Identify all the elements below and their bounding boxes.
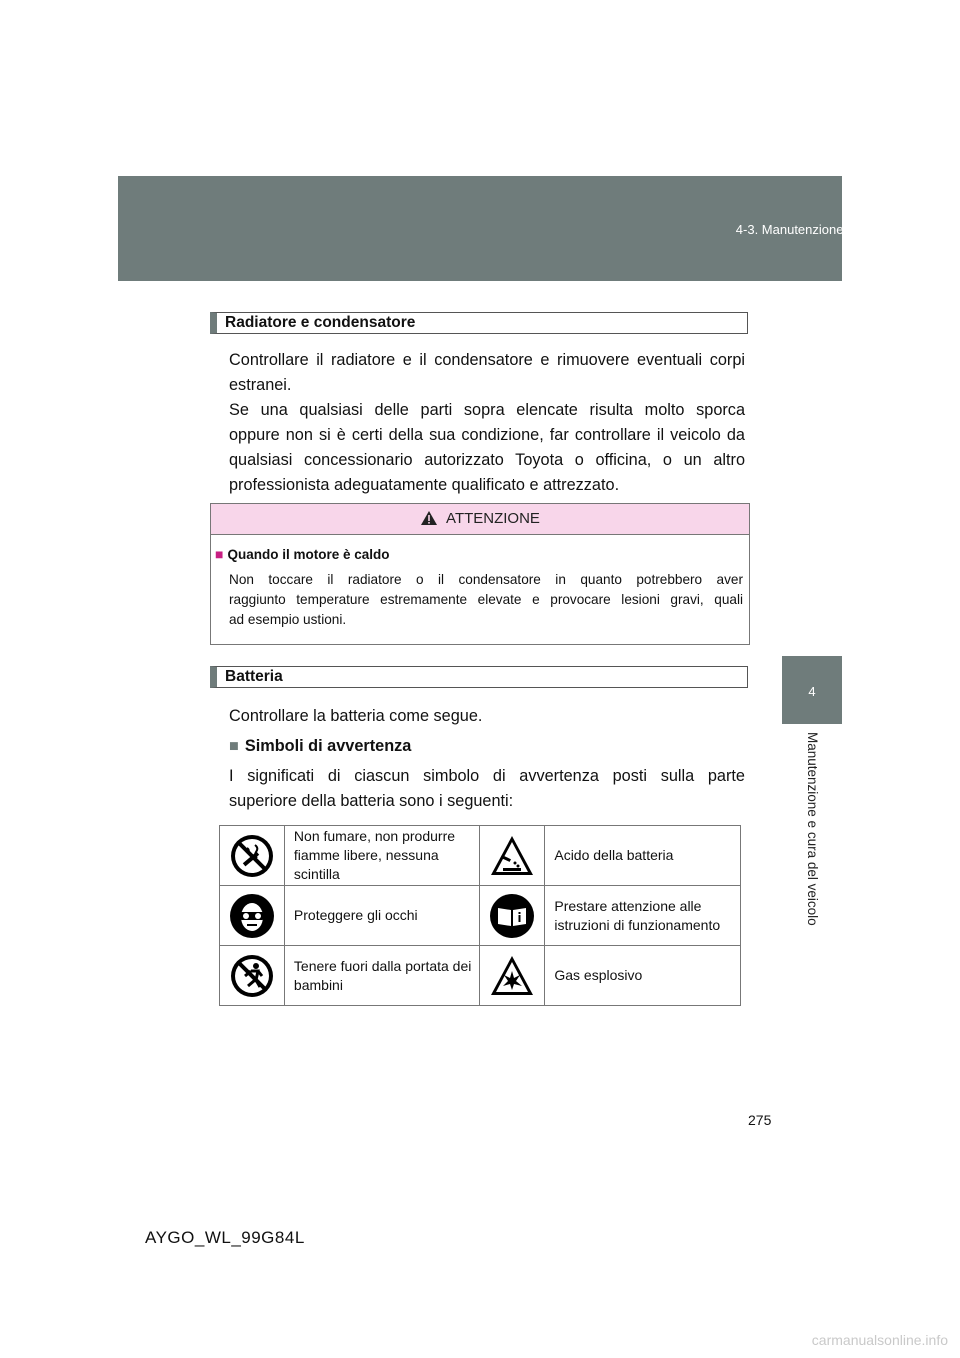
radiator-line: professionista adeguatamente qualificato e attrezzato.: [229, 476, 620, 494]
warning-title: [215, 546, 390, 562]
watermark: carmanualsonline.info: [811, 1332, 948, 1348]
warning-label: ATTENZIONE: [446, 510, 540, 527]
table-row: [220, 886, 741, 946]
warning-box: [210, 503, 750, 645]
explosive-gas-icon: [489, 953, 535, 999]
table-row: [220, 826, 741, 886]
radiator-line: qualsiasi concessionario autorizzato Toyota o officina, o un altro: [229, 451, 745, 469]
symbols-description-line: superiore della batteria sono i seguenti:: [229, 792, 514, 810]
page-number: 275: [748, 1112, 772, 1128]
warning-line: raggiunto temperature estremamente elevate e provocare lesioni gravi, quali: [229, 592, 743, 607]
symbol-text: Prestare attenzione alle istruzioni di funzionamento: [545, 886, 741, 946]
symbol-text: Acido della batteria: [545, 826, 741, 886]
no-smoking-icon: [229, 833, 275, 879]
symbol-text: Proteggere gli occhi: [284, 886, 480, 946]
header-band: [118, 176, 842, 281]
symbol-text: Tenere fuori dalla portata dei bambini: [284, 946, 480, 1006]
read-instructions-icon: [489, 893, 535, 939]
symbol-text: Non fumare, non produrre fiamme libere, nessuna scintilla: [284, 826, 480, 886]
radiator-line: Controllare il radiatore e il condensatore e rimuovere eventuali corpi: [229, 351, 745, 369]
symbols-description-line: I significati di ciascun simbolo di avvertenza posti sulla parte: [229, 767, 745, 785]
warning-header: [211, 504, 749, 535]
radiator-line: oppure non si è certi della sua condizione, far controllare il veicolo da: [229, 426, 745, 444]
radiator-heading: Radiatore e condensatore: [210, 312, 748, 334]
warning-line: ad esempio ustioni.: [229, 612, 347, 627]
symbols-subheading: [229, 737, 411, 756]
section-title: 4-3. Manutenzione “fai da te”: [735, 222, 902, 237]
symbol-cell: [480, 946, 545, 1006]
square-bullet-icon: ■: [215, 546, 224, 562]
chapter-tab: 4: [782, 656, 842, 724]
symbol-cell: [480, 886, 545, 946]
chapter-label: Manutenzione e cura del veicolo: [805, 732, 820, 926]
symbol-text: Gas esplosivo: [545, 946, 741, 1006]
radiator-paragraph: [229, 348, 745, 498]
warning-line: Non toccare il radiatore o il condensatore in quanto potrebbero aver: [229, 572, 743, 587]
symbols-description: [229, 764, 745, 814]
eye-protection-icon: [229, 893, 275, 939]
battery-acid-icon: [489, 833, 535, 879]
square-bullet-icon: ■: [229, 737, 239, 755]
symbol-cell: [220, 946, 285, 1006]
warning-title-text: Quando il motore è caldo: [227, 547, 390, 562]
symbol-cell: [220, 826, 285, 886]
symbol-cell: [220, 886, 285, 946]
keep-away-children-icon: [229, 953, 275, 999]
battery-intro: Controllare la batteria come segue.: [229, 707, 483, 725]
symbol-cell: [480, 826, 545, 886]
warning-body: [229, 570, 743, 630]
radiator-line: Se una qualsiasi delle parti sopra elencate risulta molto sporca: [229, 401, 745, 419]
document-code: AYGO_WL_99G84L: [145, 1228, 305, 1247]
battery-heading: Batteria: [210, 666, 748, 688]
table-row: [220, 946, 741, 1006]
symbols-subheading-text: Simboli di avvertenza: [244, 737, 412, 755]
warning-triangle-icon: [420, 510, 438, 526]
warning-symbols-table: [219, 825, 741, 1006]
radiator-line: estranei.: [229, 376, 292, 394]
